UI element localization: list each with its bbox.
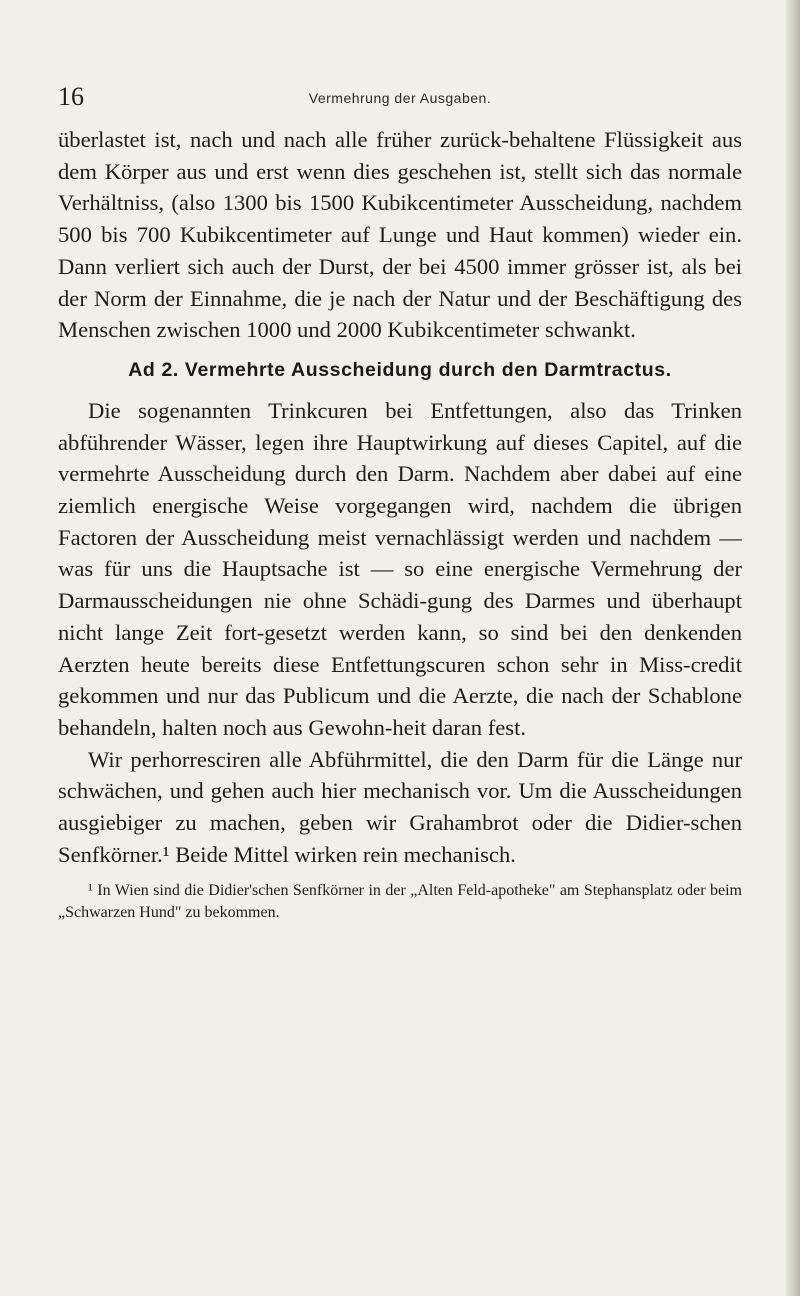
footnotes (58, 880, 742, 924)
book-page (58, 82, 742, 924)
footnote-1: ¹ In Wien sind die Didier'schen Senfkörner in der „Alten Feld-apotheke" am Stephansplatz oder beim „Schwarzen Hund" zu bekommen. (58, 882, 742, 922)
paragraph-trinkcuren: Die sogenannten Trinkcuren bei Entfettungen, also das Trinken abführender Wässer, legen ihre Hauptwirkung auf dieses Capitel, auf die vermehrte Ausscheidung durch den Darm. Nachdem aber dabei auf eine ziemlich energische Weise vorgegangen wird, nachdem die übrigen Factoren der Ausscheidung meist vernachlässigt werden und nachdem — was für uns die Hauptsache ist — so eine energische Vermehrung der Darmausscheidungen nie ohne Schädi-gung des Darmes und überhaupt nicht lange Zeit fort-gesetzt werden kann, so sind bei den denkenden Aerzten heute bereits diese Entfettungscuren schon sehr in Miss-credit gekommen und nur das Publicum und die Aerzte, die nach der Schablone behandeln, halten noch aus Gewohn-heit daran fest. (58, 397, 742, 740)
section-heading: Ad 2. Vermehrte Ausscheidung durch den Darmtractus. (128, 358, 672, 381)
page-edge-shadow (786, 0, 800, 1296)
page-header (58, 82, 742, 112)
paragraph-continuation: überlastet ist, nach und nach alle früher zurück-behaltene Flüssigkeit aus dem Körper aus und erst wenn dies geschehen ist, stellt sich das normale Verhältniss, (also 1300 bis 1500 Kubikcentimeter Ausscheidung, nachdem 500 bis 700 Kubikcentimeter auf Lunge und Haut kommen) wieder ein. Dann verliert sich auch der Durst, der bei 4500 immer grösser ist, als bei der Norm der Einnahme, die je nach der Natur und der Beschäftigung des Menschen zwischen 1000 und 2000 Kubikcentimeter schwankt. (58, 127, 742, 343)
paragraph-abfuehrmittel: Wir perhorresciren alle Abführmittel, die den Darm für die Länge nur schwächen, und gehen auch hier mechanisch vor. Um die Ausscheidungen ausgiebiger zu machen, geben wir Grahambrot oder die Didier-schen Senfkörner.¹ Beide Mittel wirken rein mechanisch. (58, 746, 742, 867)
running-head: Vermehrung der Ausgaben. (308, 90, 492, 106)
body-text (58, 124, 742, 870)
page-number: 16 (58, 82, 84, 111)
